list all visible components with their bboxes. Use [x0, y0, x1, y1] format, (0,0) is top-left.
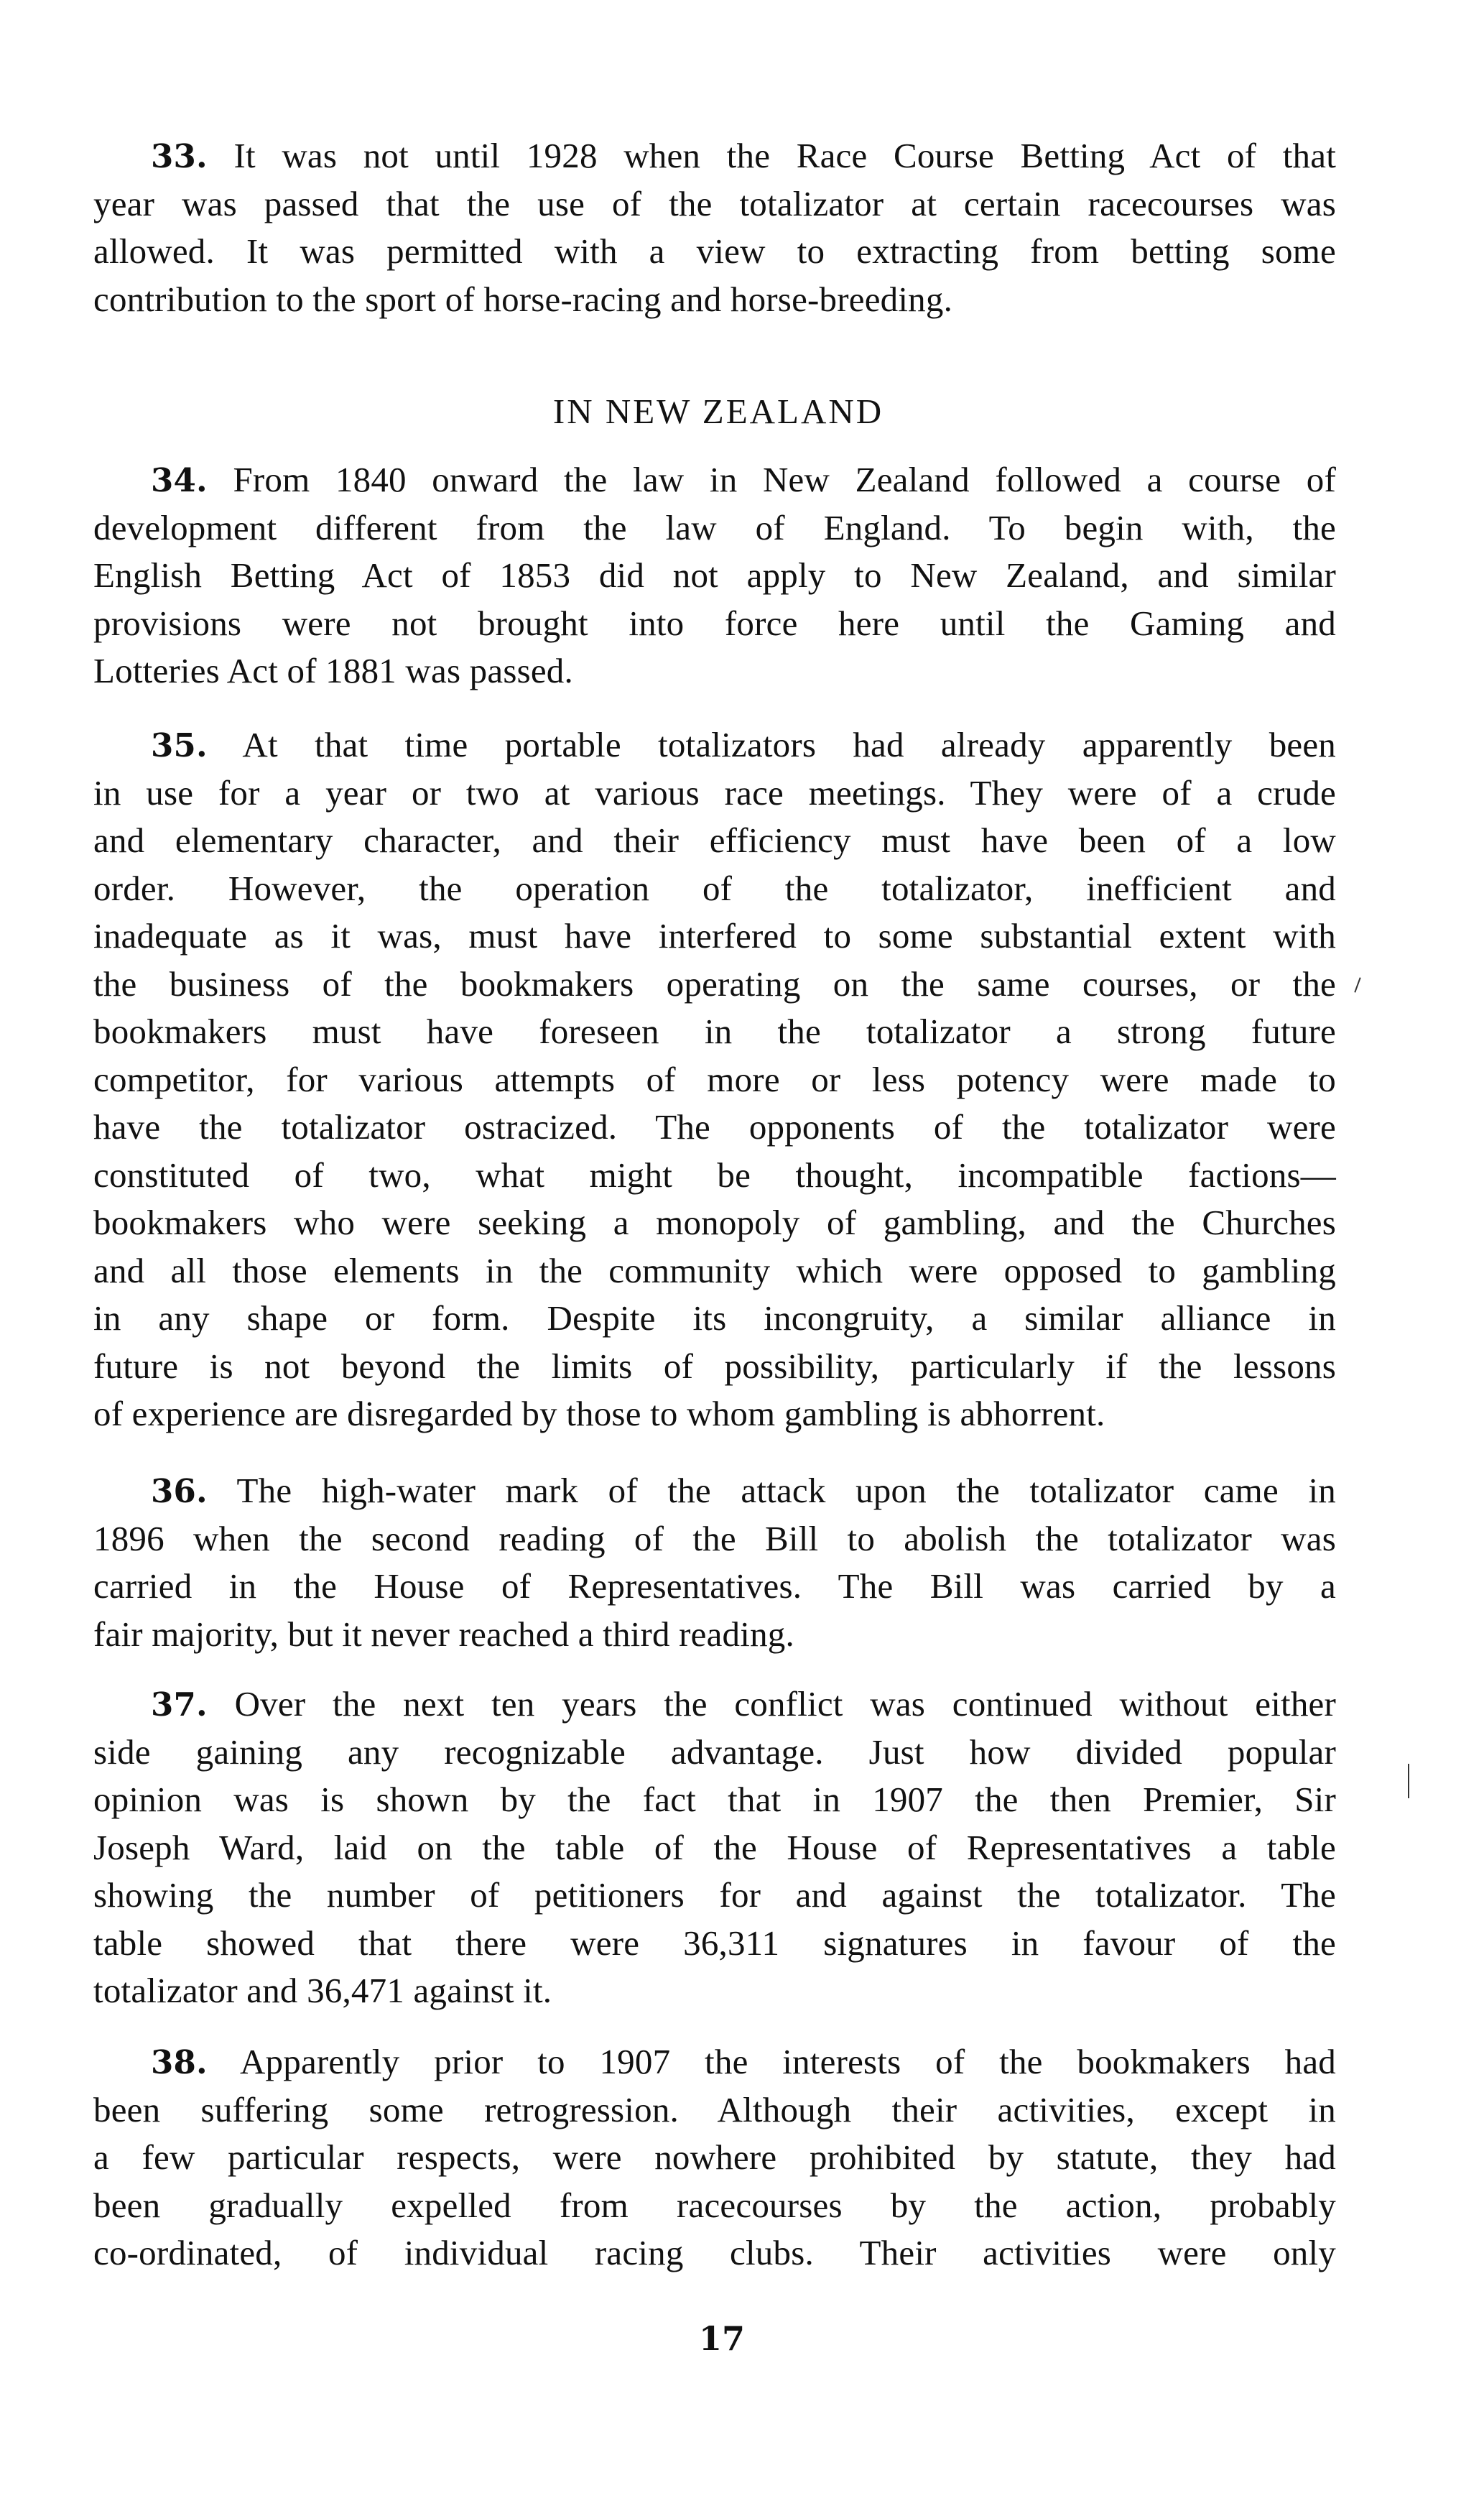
paragraph-line: in use for a year or two at various race meetings. They were of a crude: [93, 772, 1336, 813]
paragraph-line: been suffering some retrogression. Although their activities, except in: [93, 2089, 1336, 2129]
paragraph-line: Joseph Ward, laid on the table of the House of Representatives a table: [93, 1827, 1336, 1867]
paragraph-line: co-ordinated, of individual racing clubs. Their activities were only: [93, 2233, 1336, 2272]
paragraph-36: [93, 1467, 1336, 1658]
paragraph-line: fair majority, but it never reached a third reading.: [93, 1614, 794, 1654]
paragraph-34: [93, 456, 1336, 695]
paragraph-line: bookmakers must have foreseen in the totalizator a strong future: [93, 1012, 1336, 1051]
paragraph-line: 38. Apparently prior to 1907 the interests of the bookmakers had: [151, 2042, 1337, 2081]
paragraph-line: 33. It was not until 1928 when the Race Course Betting Act of that: [151, 136, 1337, 175]
paragraph-number: 36.: [151, 1472, 208, 1510]
paragraph-line: side gaining any recognizable advantage. Just how divided popular: [93, 1731, 1336, 1772]
paragraph-line: totalizator and 36,471 against it.: [93, 1971, 552, 2010]
scan-mark: [1408, 1764, 1409, 1798]
paragraph-line: 36. The high-water mark of the attack upon the totalizator came in: [151, 1471, 1336, 1510]
paragraph-line: year was passed that the use of the totalizator at certain racecourses was: [93, 183, 1336, 223]
paragraph-line: 35. At that time portable totalizators had already apparently been: [151, 725, 1337, 764]
paragraph-line: showing the number of petitioners for and against the totalizator. The: [93, 1875, 1336, 1915]
section-heading: IN NEW ZEALAND: [552, 392, 884, 431]
paragraph-line: future is not beyond the limits of possibility, particularly if the lessons: [93, 1346, 1336, 1386]
paragraph-line: have the totalizator ostracized. The opponents of the totalizator were: [93, 1107, 1336, 1147]
paragraph-number: 38.: [151, 2043, 208, 2081]
paragraph-38: [93, 2038, 1336, 2277]
paragraph-line: provisions were not brought into force here until the Gaming and: [93, 603, 1336, 643]
paragraph-line: development different from the law of England. To begin with, the: [93, 507, 1336, 547]
paragraph-line: 34. From 1840 onward the law in New Zealand followed a course of: [151, 460, 1336, 499]
paragraph-line: of experience are disregarded by those to whom gambling is abhorrent.: [93, 1394, 1105, 1433]
paragraph-33: [93, 132, 1336, 323]
paragraph-number: 34.: [151, 461, 208, 499]
paragraph-line: opinion was is shown by the fact that in 1907 the then Premier, Sir: [93, 1780, 1336, 1819]
paragraph-line: been gradually expelled from racecourses by the action, probably: [93, 2185, 1336, 2225]
paragraph-line: allowed. It was permitted with a view to extracting from betting some: [93, 231, 1336, 271]
paragraph-line: 37. Over the next ten years the conflict was continued without either: [151, 1684, 1337, 1724]
paragraph-line: table showed that there were 36,311 signatures in favour of the: [93, 1923, 1336, 1963]
paragraph-line: inadequate as it was, must have interfered to some substantial extent with: [93, 916, 1336, 956]
paragraph-line: 1896 when the second reading of the Bill to abolish the totalizator was: [93, 1518, 1336, 1558]
paragraph-line: constituted of two, what might be thought, incompatible factions—: [93, 1155, 1336, 1195]
paragraph-number: 35.: [151, 726, 208, 764]
paragraph-number: 33.: [151, 137, 208, 175]
paragraph-line: Lotteries Act of 1881 was passed.: [93, 651, 573, 690]
scan-mark: [1354, 977, 1360, 992]
paragraph-line: bookmakers who were seeking a monopoly of gambling, and the Churches: [93, 1203, 1336, 1242]
paragraph-line: carried in the House of Representatives. The Bill was carried by a: [93, 1566, 1336, 1606]
paragraph-line: contribution to the sport of horse-racing and horse-breeding.: [93, 279, 953, 319]
paragraph-line: the business of the bookmakers operating on the same courses, or the: [93, 963, 1336, 1004]
paragraph-line: English Betting Act of 1853 did not apply to New Zealand, and similar: [93, 555, 1336, 595]
paragraph-line: competitor, for various attempts of more or less potency were made to: [93, 1059, 1336, 1099]
paragraph-line: in any shape or form. Despite its incongruity, a similar alliance in: [93, 1298, 1336, 1338]
paragraph-35: [93, 721, 1336, 1438]
page-number: 17: [698, 2319, 745, 2358]
paragraph-line: order. However, the operation of the totalizator, inefficient and: [93, 868, 1336, 908]
paragraph-line: and elementary character, and their efficiency must have been of a low: [93, 820, 1336, 860]
paragraph-line: and all those elements in the community which were opposed to gambling: [93, 1250, 1336, 1290]
paragraph-number: 37.: [151, 1685, 208, 1724]
paragraph-line: a few particular respects, were nowhere prohibited by statute, they had: [93, 2137, 1336, 2177]
paragraph-37: [93, 1680, 1336, 2015]
